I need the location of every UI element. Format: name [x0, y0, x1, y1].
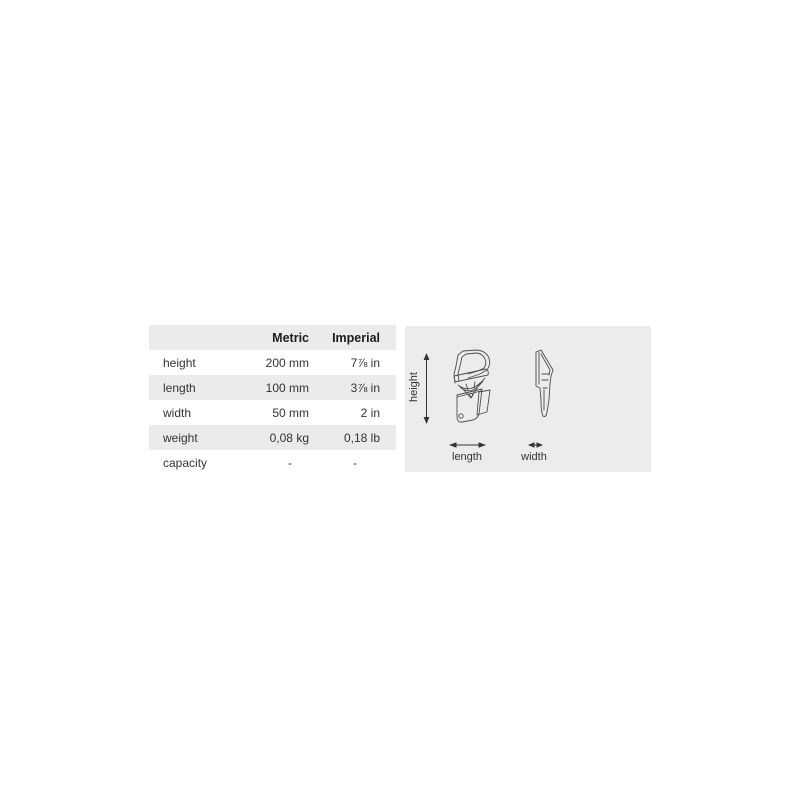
header-metric: Metric — [272, 330, 309, 345]
table-header-row — [149, 325, 396, 350]
spec-row-width — [149, 400, 396, 425]
width-arrow-icon — [528, 442, 543, 448]
row-label: length — [163, 380, 196, 395]
header-imperial: Imperial — [332, 330, 380, 345]
metric-value: - — [288, 455, 292, 470]
product-side-view-drawing — [536, 350, 553, 417]
metric-value: 50 mm — [272, 405, 309, 420]
metric-value: 0,08 kg — [269, 430, 309, 445]
row-label: width — [163, 405, 192, 420]
imperial-value: 7⅞ in — [350, 355, 380, 370]
metric-value: 200 mm — [265, 355, 309, 370]
imperial-value: 3⅞ in — [350, 380, 380, 395]
product-front-view-drawing — [454, 350, 490, 422]
imperial-value: - — [353, 455, 357, 470]
spec-row-capacity — [149, 450, 396, 475]
spec-row-weight — [149, 425, 396, 450]
row-label: weight — [163, 430, 198, 445]
dimension-diagram-panel — [405, 326, 651, 472]
length-dimension-label: length — [452, 451, 482, 463]
height-arrow-icon — [424, 353, 430, 424]
height-dimension-label: height — [408, 372, 420, 402]
length-arrow-icon — [449, 442, 486, 448]
imperial-value: 0,18 lb — [343, 430, 380, 445]
metric-value: 100 mm — [265, 380, 309, 395]
row-label: capacity — [163, 455, 208, 470]
spec-table — [149, 325, 396, 475]
row-label: height — [163, 355, 196, 370]
spec-row-length — [149, 375, 396, 400]
width-dimension-label: width — [521, 451, 547, 463]
spec-row-height — [149, 350, 396, 375]
imperial-value: 2 in — [360, 405, 380, 420]
